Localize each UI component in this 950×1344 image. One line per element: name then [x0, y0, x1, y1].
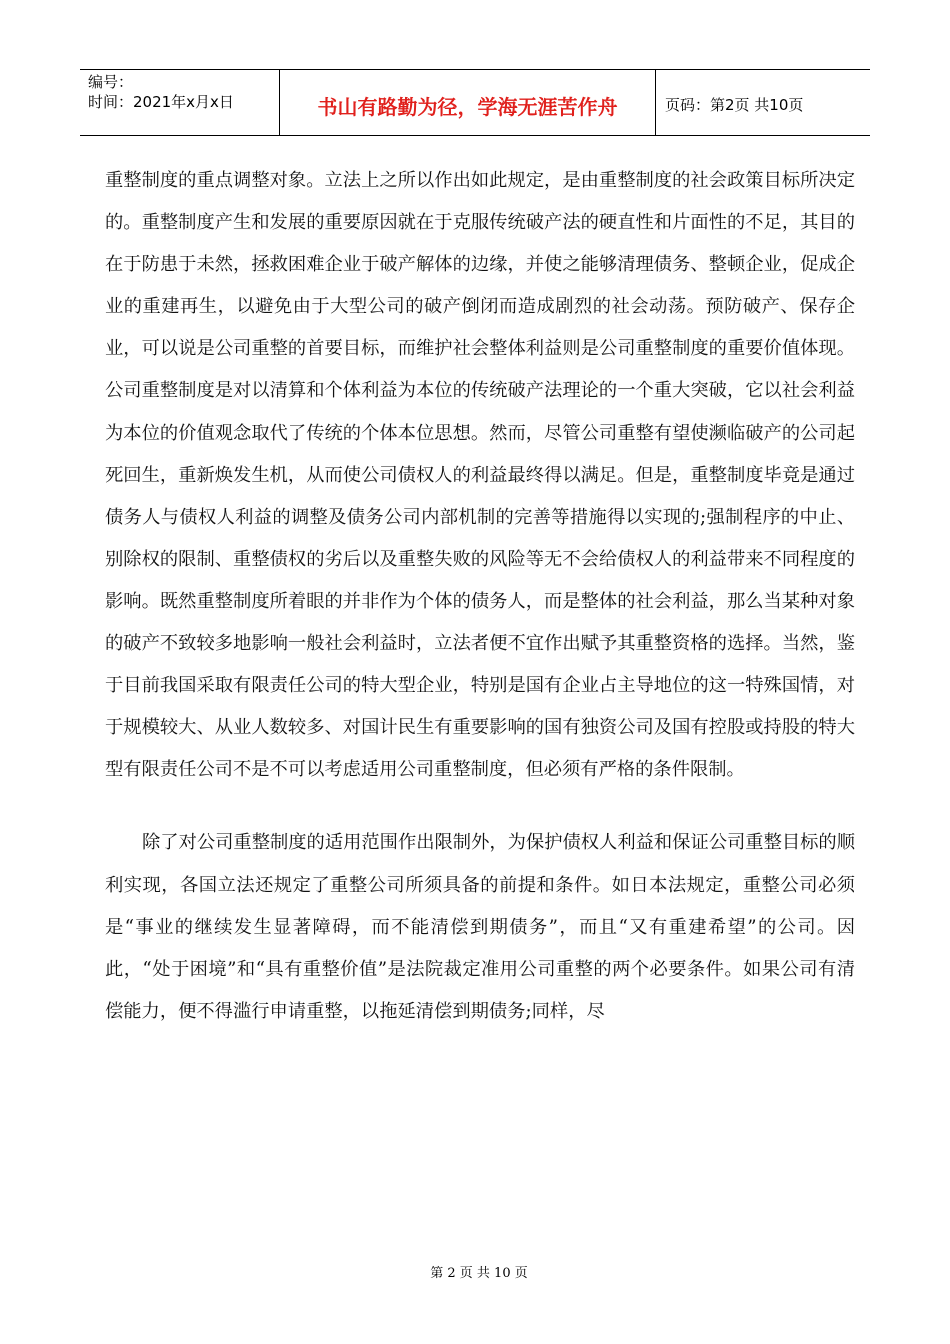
header-motto: 书山有路勤为径，学海无涯苦作舟: [280, 70, 656, 135]
page-footer: 第 2 页 共 10 页: [430, 1266, 528, 1281]
paragraph-gap: [105, 791, 855, 822]
document-body: [105, 160, 855, 1033]
paragraph: 重整制度的重点调整对象。立法上之所以作出如此规定，是由重整制度的社会政策目标所决定的。重整制度产生和发展的重要原因就在于克服传统破产法的硬直性和片面性的不足，其目的在于防患于未然，拯救困难企业于破产解体的边缘，并使之能够清理债务、整顿企业，促成企业的重建再生，以避免由于大型公司的破产倒闭而造成剧烈的社会动荡。预防破产、保存企业，可以说是公司重整的首要目标，而维护社会整体利益则是公司重整制度的重要价值体现。公司重整制度是对以清算和个体利益为本位的传统破产法理论的一个重大突破，它以社会利益为本位的价值观念取代了传统的个体本位思想。然而，尽管公司重整有望使濒临破产的公司起死回生，重新焕发生机，从而使公司债权人的利益最终得以满足。但是，重整制度毕竟是通过债务人与债权人利益的调整及债务公司内部机制的完善等措施得以实现的;强制程序的中止、别除权的限制、重整债权的劣后以及重整失败的风险等无不会给债权人的利益带来不同程度的影响。既然重整制度所着眼的并非作为个体的债务人，而是整体的社会利益，那么当某种对象的破产不致较多地影响一般社会利益时，立法者便不宜作出赋予其重整资格的选择。当然，鉴于目前我国采取有限责任公司的特大型企业，特别是国有企业占主导地位的这一特殊国情，对于规模较大、从业人数较多、对国计民生有重要影响的国有独资公司及国有控股或持股的特大型有限责任公司不是不可以考虑适用公司重整制度，但必须有严格的条件限制。: [105, 170, 855, 781]
document-date-label: 时间：2021年x月x日: [88, 93, 234, 111]
header-meta: [80, 70, 280, 135]
header-page-number: 页码：第2页 共10页: [665, 96, 804, 114]
paragraph: 除了对公司重整制度的适用范围作出限制外，为保护债权人利益和保证公司重整目标的顺利实现，各国立法还规定了重整公司所须具备的前提和条件。如日本法规定，重整公司必须是“事业的继续发生显著障碍，而不能清偿到期债务”，而且“又有重建希望”的公司。因此，“处于困境”和“具有重整价值”是法院裁定准用公司重整的两个必要条件。如果公司有清偿能力，便不得滥行申请重整，以拖延清偿到期债务;同样，尽: [105, 832, 855, 1022]
page-header: [80, 69, 870, 136]
document-number-label: 编号：: [88, 73, 134, 91]
